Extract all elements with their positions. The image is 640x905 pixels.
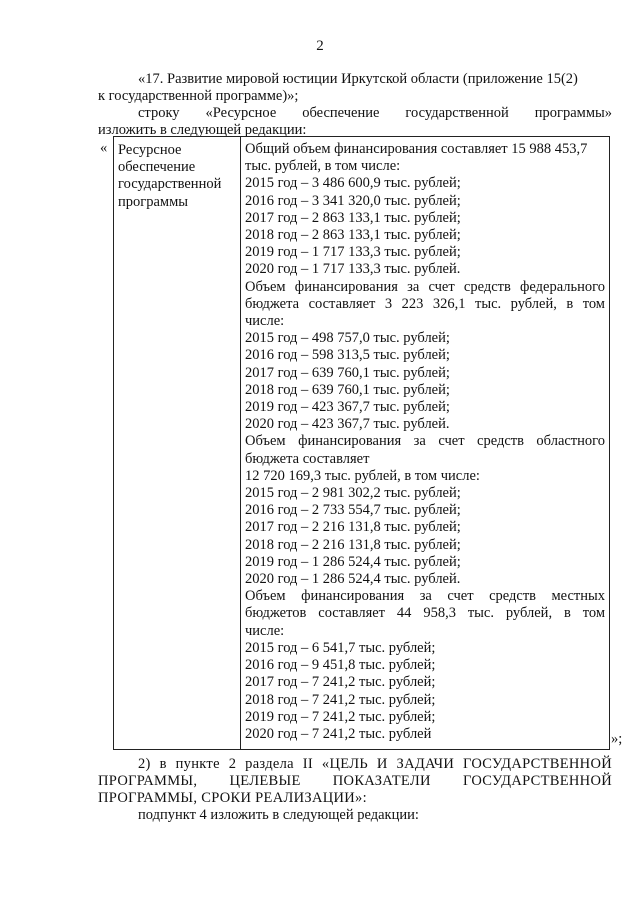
after-line-4: подпункт 4 изложить в следующей редакции: xyxy=(138,807,419,823)
local-year-2016: 2016 год – 9 451,8 тыс. рублей; xyxy=(245,657,436,674)
table-row xyxy=(114,137,610,750)
federal-year-2020: 2020 год – 423 367,7 тыс. рублей. xyxy=(245,416,450,433)
federal-heading-line-2: бюджета составляет 3 223 326,1 тыс. рублей, в том xyxy=(245,295,605,312)
regional-year-2015: 2015 год – 2 981 302,2 тыс. рублей; xyxy=(245,485,461,502)
federal-year-2016: 2016 год – 598 313,5 тыс. рублей; xyxy=(245,347,450,364)
label-line: обеспечение xyxy=(118,159,196,176)
local-year-2015: 2015 год – 6 541,7 тыс. рублей; xyxy=(245,639,436,656)
local-year-2019: 2019 год – 7 241,2 тыс. рублей; xyxy=(245,708,436,725)
total-heading-line-2: тыс. рублей, в том числе: xyxy=(245,158,401,175)
local-year-2020: 2020 год – 7 241,2 тыс. рублей xyxy=(245,725,432,742)
total-year-2017: 2017 год – 2 863 133,1 тыс. рублей; xyxy=(245,209,461,226)
label-line: программы xyxy=(118,193,188,210)
page-number: 2 xyxy=(316,38,324,54)
total-year-2015: 2015 год – 3 486 600,9 тыс. рублей; xyxy=(245,175,461,192)
intro-line-1 xyxy=(98,71,612,88)
label-line: Ресурсное xyxy=(118,142,182,158)
regional-heading-line-1: Объем финансирования за счет средств областного xyxy=(245,433,605,450)
total-year-2019: 2019 год – 1 717 133,3 тыс. рублей; xyxy=(245,244,461,261)
regional-year-2018: 2018 год – 2 216 131,8 тыс. рублей; xyxy=(245,536,461,553)
total-year-2018: 2018 год – 2 863 133,1 тыс. рублей; xyxy=(245,227,461,244)
regional-year-2019: 2019 год – 1 286 524,4 тыс. рублей; xyxy=(245,553,461,570)
regional-year-2020: 2020 год – 1 286 524,4 тыс. рублей. xyxy=(245,571,461,588)
local-heading-line-3: числе: xyxy=(245,622,285,639)
intro-line-2: к государственной программе)»; xyxy=(98,88,299,104)
total-heading-line-1: Общий объем финансирования составляет 15 988 453,7 xyxy=(245,141,588,157)
intro-line-3: строку «Ресурсное обеспечение государственной программы» xyxy=(138,105,612,121)
opening-quote: « xyxy=(100,140,108,156)
intro-text-1: «17. Развитие мировой юстиции Иркутской области (приложение 15(2) xyxy=(138,71,578,87)
resource-table xyxy=(113,136,610,750)
regional-heading-line-2: бюджета составляет xyxy=(245,450,370,467)
local-year-2018: 2018 год – 7 241,2 тыс. рублей; xyxy=(245,691,436,708)
federal-heading-line-1: Объем финансирования за счет средств федерального xyxy=(245,278,605,295)
federal-year-2019: 2019 год – 423 367,7 тыс. рублей; xyxy=(245,399,450,416)
local-year-2017: 2017 год – 7 241,2 тыс. рублей; xyxy=(245,674,436,691)
after-line-2: ПРОГРАММЫ, ЦЕЛЕВЫЕ ПОКАЗАТЕЛИ ГОСУДАРСТВЕННОЙ xyxy=(98,773,612,789)
after-line-1: 2) в пункте 2 раздела II «ЦЕЛЬ И ЗАДАЧИ ГОСУДАРСТВЕННОЙ xyxy=(138,756,612,772)
regional-year-2016: 2016 год – 2 733 554,7 тыс. рублей; xyxy=(245,502,461,519)
local-heading-line-1: Объем финансирования за счет средств местных xyxy=(245,588,605,605)
closing-quote: »; xyxy=(611,731,623,747)
table-content-cell xyxy=(241,137,610,750)
federal-heading-line-3: числе: xyxy=(245,313,285,330)
federal-year-2018: 2018 год – 639 760,1 тыс. рублей; xyxy=(245,381,450,398)
table-label-cell xyxy=(114,137,241,750)
total-year-2016: 2016 год – 3 341 320,0 тыс. рублей; xyxy=(245,192,461,209)
after-line-3: ПРОГРАММЫ, СРОКИ РЕАЛИЗАЦИИ»: xyxy=(98,790,367,806)
regional-year-2017: 2017 год – 2 216 131,8 тыс. рублей; xyxy=(245,519,461,536)
total-year-2020: 2020 год – 1 717 133,3 тыс. рублей. xyxy=(245,261,461,278)
intro-line-4: изложить в следующей редакции: xyxy=(98,122,307,138)
regional-heading-line-3: 12 720 169,3 тыс. рублей, в том числе: xyxy=(245,467,480,484)
federal-year-2015: 2015 год – 498 757,0 тыс. рублей; xyxy=(245,330,450,347)
local-heading-line-2: бюджетов составляет 44 958,3 тыс. рублей, в том xyxy=(245,605,605,622)
federal-year-2017: 2017 год – 639 760,1 тыс. рублей; xyxy=(245,364,450,381)
label-line: государственной xyxy=(118,176,222,193)
